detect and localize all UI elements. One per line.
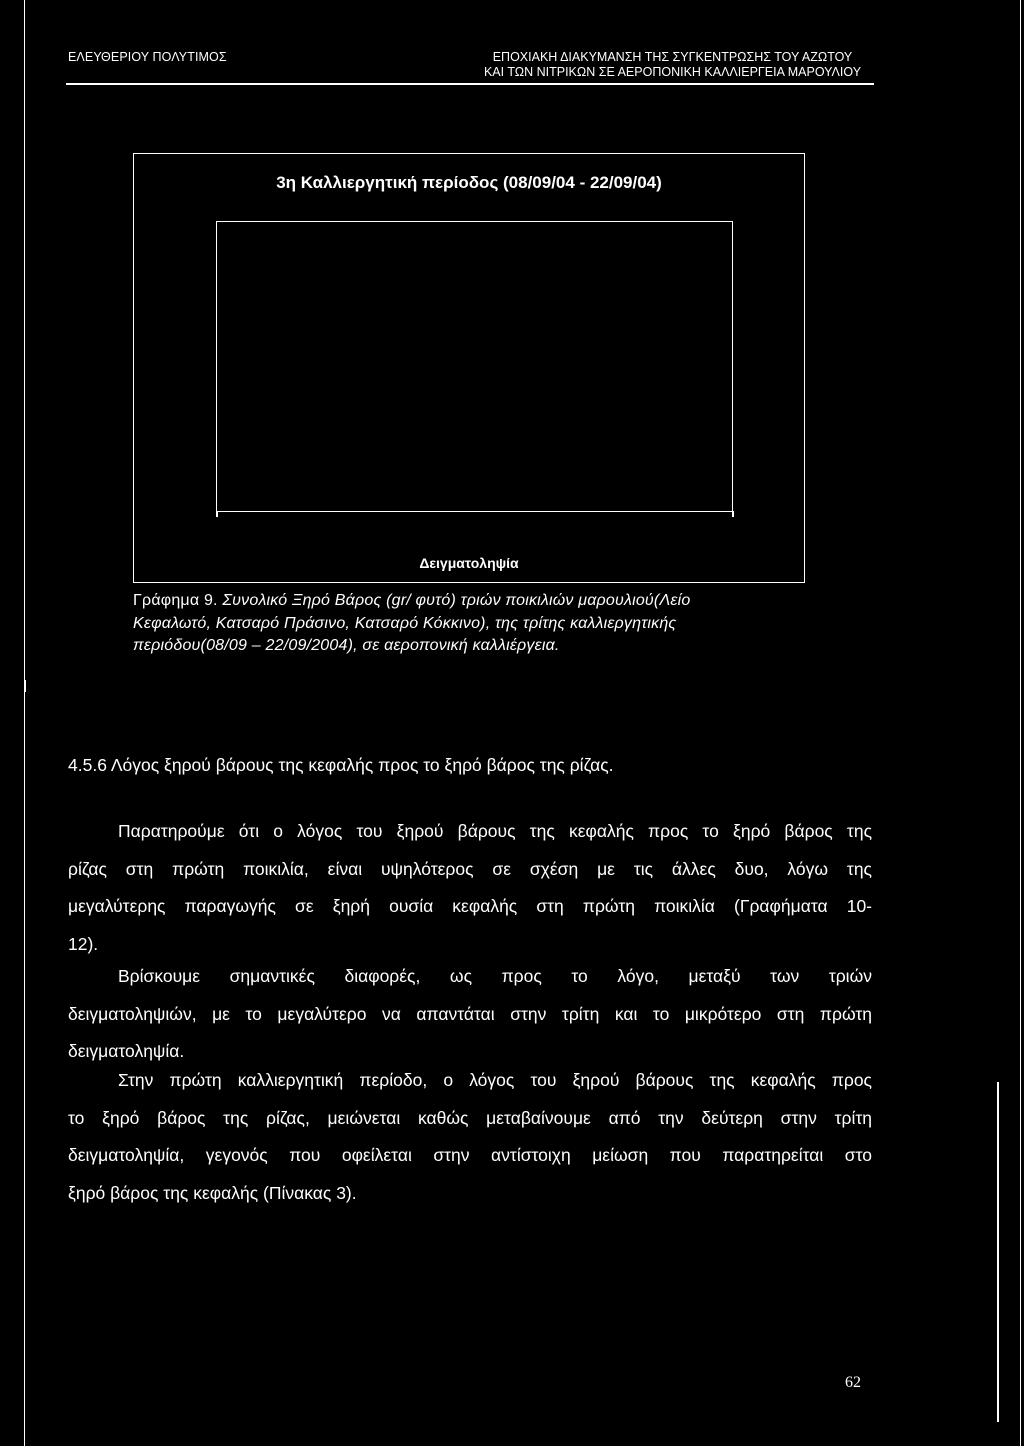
- header-author: ΕΛΕΥΘΕΡΙΟΥ ΠΟΛΥΤΙΜΟΣ: [68, 50, 227, 64]
- paragraph-line: δειγματοληψία.: [68, 1041, 185, 1061]
- section-heading: 4.5.6 Λόγος ξηρού βάρους της κεφαλής προς το ξηρό βάρος της ρίζας.: [68, 755, 614, 775]
- header-title: [470, 50, 875, 80]
- x-axis-tick-right: [732, 511, 734, 517]
- caption-text-1: Συνολικό Ξηρό Βάρος (gr/ φυτό) τριών ποικιλιών μαρουλιού(Λείο: [222, 592, 691, 609]
- caption-line-3: περιόδου(08/09 – 22/09/2004), σε αεροπονική καλλιέργεια.: [133, 637, 560, 654]
- right-edge-line: [1020, 0, 1021, 1446]
- caption-label: Γράφημα 9.: [133, 592, 218, 609]
- page-number: 62: [845, 1374, 861, 1391]
- paragraph-2: [68, 958, 872, 1071]
- paragraph-line: το ξηρό βάρος της ρίζας, μειώνεται καθώς μεταβαίνουμε από την δεύτερη στην τρίτη: [68, 1107, 872, 1128]
- paragraph-line: ξηρό βάρος της κεφαλής (Πίνακας 3).: [68, 1182, 357, 1203]
- paragraph-line: Στην πρώτη καλλιεργητική περίοδο, ο λόγος του ξηρού βάρους της κεφαλής προς: [118, 1070, 872, 1090]
- caption-line-2: Κεφαλωτό, Κατσαρό Πράσινο, Κατσαρό Κόκκινο), της τρίτης καλλιεργητικής: [133, 614, 677, 632]
- chart-title: 3η Καλλιεργητική περίοδος (08/09/04 - 22/09/04): [276, 173, 662, 192]
- x-axis-tick-left: [216, 511, 218, 517]
- plot-area: [216, 221, 733, 512]
- header-title-line2: ΚΑΙ ΤΩΝ ΝΙΤΡΙΚΩΝ ΣΕ ΑΕΡΟΠΟΝΙΚΗ ΚΑΛΛΙΕΡΓΕΙΑ ΜΑΡΟΥΛΙΟΥ: [483, 65, 862, 79]
- paragraph-line: δειγματοληψία, γεγονός που οφείλεται στην αντίστοιχη μείωση που παρατηρείται στο: [68, 1145, 872, 1165]
- paragraph-1: [68, 813, 872, 963]
- paragraph-line: ρίζας στη πρώτη ποικιλία, είναι υψηλότερος σε σχέση με τις άλλες δυο, λόγω της: [68, 858, 872, 879]
- left-margin-line: [24, 0, 25, 1446]
- paragraph-line: Παρατηρούμε ότι ο λόγος του ξηρού βάρους της κεφαλής προς το ξηρό βάρος της: [118, 821, 872, 841]
- left-scan-mark: [24, 680, 26, 692]
- caption-line-1: [133, 590, 823, 613]
- paragraph-3: [68, 1062, 872, 1212]
- x-axis-label: Δειγματοληψία: [419, 555, 519, 571]
- paragraph-line: δειγματοληψιών, με το μεγαλύτερο να απαντάται στην τρίτη και το μικρότερο στη πρώτη: [68, 1003, 872, 1024]
- header-title-line1: ΕΠΟΧΙΑΚΗ ΔΙΑΚΥΜΑΝΣΗ ΤΗΣ ΣΥΓΚΕΝΤΡΩΣΗΣ ΤΟΥ ΑΖΩΤΟΥ: [492, 50, 853, 64]
- right-margin-line: [997, 1082, 999, 1422]
- header-rule: [66, 83, 874, 85]
- paragraph-line: Βρίσκουμε σημαντικές διαφορές, ως προς το λόγο, μεταξύ των τριών: [118, 966, 872, 986]
- figure-caption: [133, 590, 823, 658]
- paragraph-line: μεγαλύτερης παραγωγής σε ξηρή ουσία κεφαλής στη πρώτη ποικιλία (Γραφήματα 10-: [68, 896, 872, 916]
- paragraph-line: 12).: [68, 933, 99, 954]
